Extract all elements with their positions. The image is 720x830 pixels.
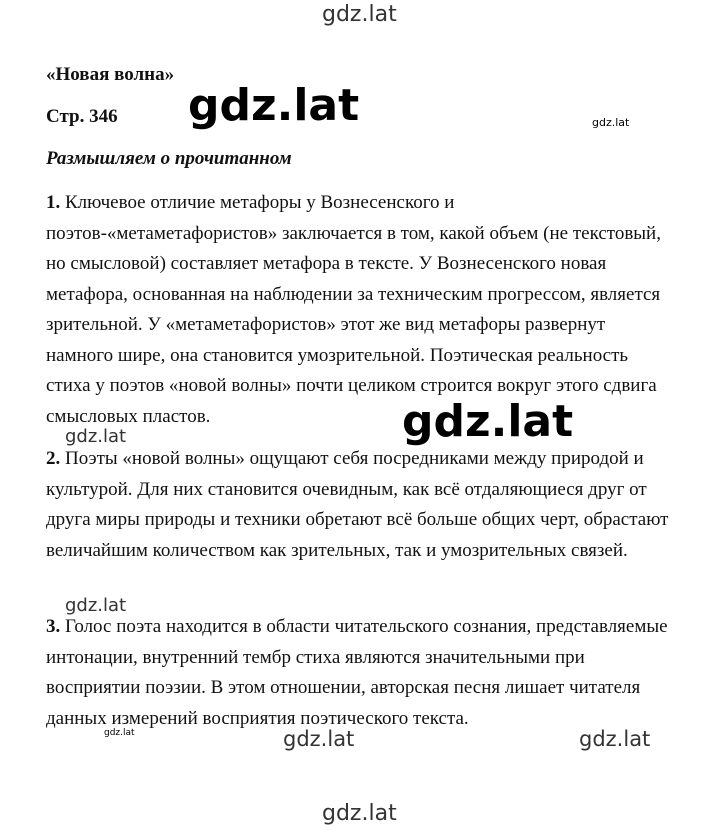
watermark: gdz.lat <box>65 595 127 616</box>
answer-number: 1. <box>46 192 61 213</box>
answer-1 <box>46 188 676 432</box>
watermark: gdz.lat <box>402 396 574 447</box>
answer-text: Голос поэта находится в области читательского сознания, представляемые интонации, внутренний тембр стиха являются значительными при восприятии поэзии. В этом отношении, авторская песня лишает читателя данных измерений восприятия поэтического текста. <box>46 616 668 729</box>
watermark: gdz.lat <box>322 2 397 27</box>
watermark: gdz.lat <box>592 116 630 129</box>
watermark: gdz.lat <box>283 727 355 751</box>
section-heading: Размышляем о прочитанном <box>46 148 292 169</box>
watermark: gdz.lat <box>579 727 651 751</box>
watermark: gdz.lat <box>188 80 360 131</box>
page-reference: Стр. 346 <box>46 106 118 127</box>
watermark: gdz.lat <box>322 801 397 826</box>
answer-number: 3. <box>46 616 61 637</box>
answer-2 <box>46 444 676 566</box>
document-title: «Новая волна» <box>46 64 175 85</box>
answer-text: Поэты «новой волны» ощущают себя посредниками между природой и культурой. Для них становится очевидным, как всё отдаляющиеся друг от друга миры природы и техники обретают всё больше общих черт, обрастают величайшим количеством как зрительных, так и умозрительных связей. <box>46 448 669 561</box>
watermark: gdz.lat <box>65 426 127 447</box>
watermark: gdz.lat <box>104 728 135 738</box>
answer-number: 2. <box>46 448 61 469</box>
answer-3 <box>46 612 676 734</box>
answer-text: Ключевое отличие метафоры у Вознесенского и поэтов-«метаметафористов» заключается в том, какой объем (не текстовый, но смысловой) составляет метафора в тексте. У Вознесенского новая метафора, основанная на наблюдении за техническим прогрессом, является зрительной. У «метаметафористов» этот же вид метафоры развернут намного шире, она становится умозрительной. Поэтическая реальность стиха у поэтов «новой волны» почти целиком строится вокруг этого сдвига смысловых пластов. <box>46 192 661 427</box>
